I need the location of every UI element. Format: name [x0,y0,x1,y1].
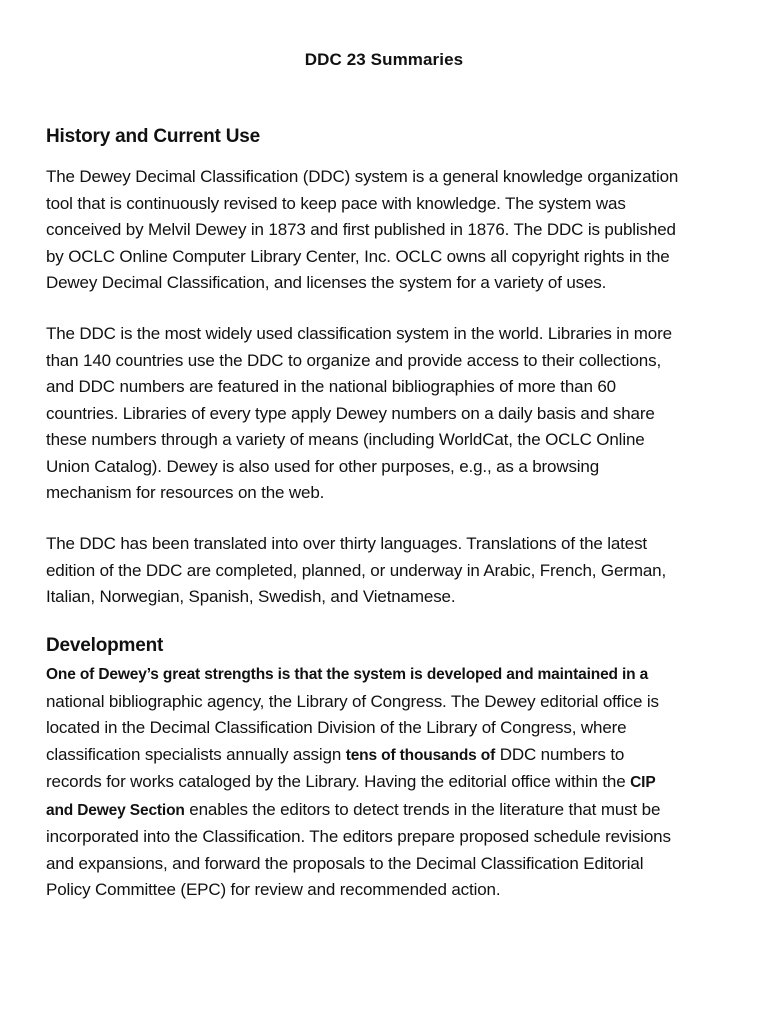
text-line: mechanism for resources on the web. [46,483,325,502]
text-line: Dewey Decimal Classification, and licenses the system for a variety of uses. [46,273,607,292]
text-run: classification specialists annually assign [46,744,346,764]
text-line [46,769,726,797]
text-line: Union Catalog). Dewey is also used for other purposes, e.g., as a browsing [46,456,600,476]
bold-text: tens of thousands of [345,746,496,764]
section-heading-development: Development [46,635,164,656]
history-paragraph-1 [46,164,726,297]
text-line: countries. Libraries of every type apply Dewey numbers on a daily basis and share [46,403,655,423]
text-line: and DDC numbers are featured in the national bibliographies of more than 60 [46,377,616,396]
text-line: incorporated into the Classification. The editors prepare proposed schedule revisions [46,827,671,846]
text-line: national bibliographic agency, the Library of Congress. The Dewey editorial office is [46,691,659,711]
section-heading-history: History and Current Use [46,126,260,147]
history-paragraph-3 [46,531,726,611]
text-run: enables the editors to detect trends in the literature that must be [184,799,661,819]
text-line: conceived by Melvil Dewey in 1873 and first published in 1876. The DDC is published [46,220,676,239]
text-run: DDC numbers to [495,744,625,764]
bold-text: and Dewey Section [46,801,185,819]
text-line: by OCLC Online Computer Library Center, Inc. OCLC owns all copyright rights in the [46,246,670,266]
text-line [46,742,726,770]
text-line: tool that is continuously revised to keep pace with knowledge. The system was [46,193,626,213]
text-line: than 140 countries use the DDC to organize and provide access to their collections, [46,350,662,370]
text-line: The DDC is the most widely used classification system in the world. Libraries in more [46,324,672,343]
text-line: The DDC has been translated into over thirty languages. Translations of the latest [46,534,647,553]
text-line: Italian, Norwegian, Spanish, Swedish, and Vietnamese. [46,587,456,606]
text-line: these numbers through a variety of means (including WorldCat, the OCLC Online [46,430,645,449]
text-line: Policy Committee (EPC) for review and recommended action. [46,880,501,899]
text-line [46,661,726,689]
page-title: DDC 23 Summaries [304,50,464,69]
bold-text: One of Dewey’s great strengths is that the system is developed and maintained in a [46,666,649,683]
development-paragraph [46,661,726,904]
text-line: and expansions, and forward the proposals to the Decimal Classification Editorial [46,853,644,873]
bold-text: CIP [630,774,656,791]
history-paragraph-2 [46,321,726,507]
text-line: The Dewey Decimal Classification (DDC) system is a general knowledge organization [46,167,679,186]
text-line [46,797,726,825]
text-run: records for works cataloged by the Library. Having the editorial office within the [46,772,631,791]
text-line: located in the Decimal Classification Division of the Library of Congress, where [46,718,627,737]
text-line: edition of the DDC are completed, planned, or underway in Arabic, French, German, [46,560,667,580]
